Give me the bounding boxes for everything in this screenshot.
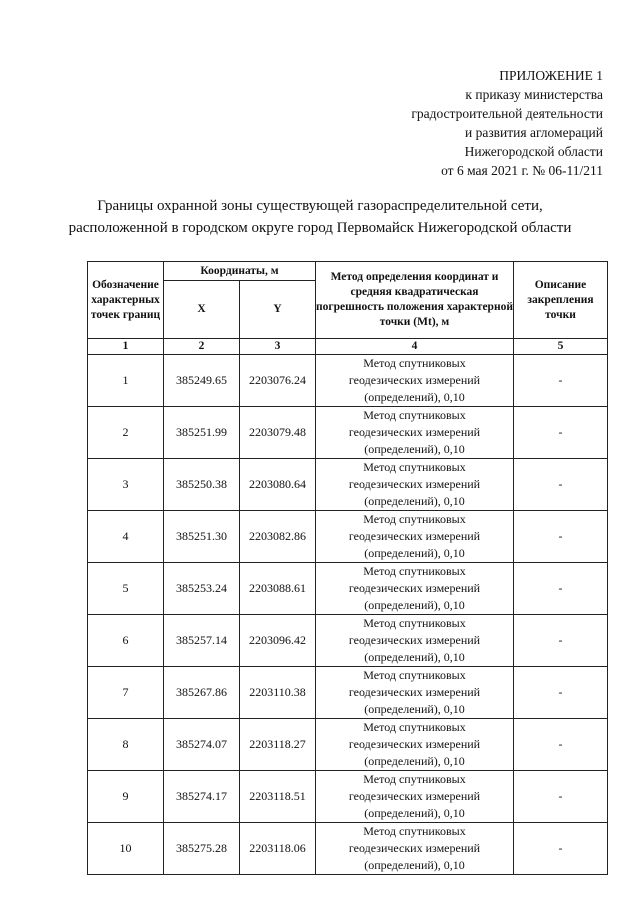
- point-number: 9: [88, 771, 164, 823]
- table-row: [88, 667, 608, 719]
- point-number: 3: [88, 459, 164, 511]
- method-cell: [316, 771, 514, 823]
- point-number: 5: [88, 563, 164, 615]
- method-line: Метод спутниковых: [363, 616, 466, 630]
- column-number: 4: [316, 339, 514, 355]
- method-cell: [316, 511, 514, 563]
- method-line: Метод спутниковых: [363, 460, 466, 474]
- coord-x: 385267.86: [164, 667, 240, 719]
- appendix-line: градостроительной деятельности: [411, 106, 603, 121]
- method-line: Метод спутниковых: [363, 512, 466, 526]
- appendix-line: к приказу министерства: [465, 87, 603, 102]
- method-line: геодезических измерений: [348, 529, 481, 543]
- method-line: геодезических измерений: [348, 425, 481, 439]
- point-number: 7: [88, 667, 164, 719]
- method-line: Метод спутниковых: [363, 772, 466, 786]
- table-row: [88, 719, 608, 771]
- coord-x: 385251.30: [164, 511, 240, 563]
- point-number: 10: [88, 823, 164, 875]
- method-line: геодезических измерений: [348, 373, 481, 387]
- method-line: (определений), 0,10: [364, 442, 465, 456]
- coord-x: 385251.99: [164, 407, 240, 459]
- appendix-line: Нижегородской области: [464, 144, 603, 159]
- column-number: 1: [88, 339, 164, 355]
- coord-y: 2203080.64: [240, 459, 316, 511]
- method-cell: [316, 615, 514, 667]
- appendix-line: и развития агломераций: [464, 125, 603, 140]
- coordinates-table: [87, 261, 608, 875]
- column-number: 5: [514, 339, 608, 355]
- coord-y: 2203088.61: [240, 563, 316, 615]
- header-description: Описание закрепления точки: [514, 262, 608, 339]
- header-method: Метод определения координат и средняя квадратическая погрешность положения характерной точки (Mt), м: [316, 262, 514, 339]
- coord-y: 2203110.38: [240, 667, 316, 719]
- method-line: (определений), 0,10: [364, 390, 465, 404]
- header-x: X: [164, 281, 240, 339]
- fixing-description: -: [514, 719, 608, 771]
- method-line: геодезических измерений: [348, 581, 481, 595]
- method-line: Метод спутниковых: [363, 720, 466, 734]
- method-line: (определений), 0,10: [364, 650, 465, 664]
- method-line: геодезических измерений: [348, 477, 481, 491]
- fixing-description: -: [514, 459, 608, 511]
- fixing-description: -: [514, 823, 608, 875]
- method-line: геодезических измерений: [348, 789, 481, 803]
- coord-y: 2203076.24: [240, 355, 316, 407]
- coord-x: 385249.65: [164, 355, 240, 407]
- method-line: (определений), 0,10: [364, 702, 465, 716]
- coord-x: 385274.17: [164, 771, 240, 823]
- document-title-line2: расположенной в городском округе город Первомайск Нижегородской области: [68, 220, 572, 236]
- method-line: Метод спутниковых: [363, 668, 466, 682]
- appendix-date: от 6 мая 2021 г. № 06-11/211: [441, 163, 603, 178]
- method-line: (определений), 0,10: [364, 494, 465, 508]
- point-number: 8: [88, 719, 164, 771]
- coord-y: 2203082.86: [240, 511, 316, 563]
- fixing-description: -: [514, 407, 608, 459]
- appendix-header: [411, 66, 603, 180]
- method-line: (определений), 0,10: [364, 598, 465, 612]
- point-number: 6: [88, 615, 164, 667]
- coord-y: 2203118.06: [240, 823, 316, 875]
- column-number: 2: [164, 339, 240, 355]
- coord-x: 385253.24: [164, 563, 240, 615]
- method-line: геодезических измерений: [348, 737, 481, 751]
- coord-x: 385257.14: [164, 615, 240, 667]
- method-cell: [316, 719, 514, 771]
- method-line: (определений), 0,10: [364, 754, 465, 768]
- fixing-description: -: [514, 667, 608, 719]
- point-number: 4: [88, 511, 164, 563]
- method-line: геодезических измерений: [348, 633, 481, 647]
- method-cell: [316, 407, 514, 459]
- method-cell: [316, 823, 514, 875]
- fixing-description: -: [514, 771, 608, 823]
- method-cell: [316, 459, 514, 511]
- header-point-designation: Обозначение характерных точек границ: [88, 262, 164, 339]
- method-line: геодезических измерений: [348, 685, 481, 699]
- method-cell: [316, 563, 514, 615]
- document-title-line1: Границы охранной зоны существующей газораспределительной сети,: [97, 198, 543, 214]
- fixing-description: -: [514, 511, 608, 563]
- table-row: [88, 771, 608, 823]
- table-row: [88, 823, 608, 875]
- method-line: (определений), 0,10: [364, 546, 465, 560]
- document-title: [0, 195, 640, 239]
- table-row: [88, 407, 608, 459]
- coord-y: 2203096.42: [240, 615, 316, 667]
- coord-y: 2203118.51: [240, 771, 316, 823]
- header-coordinates: Координаты, м: [164, 262, 316, 281]
- method-line: (определений), 0,10: [364, 858, 465, 872]
- table-row: [88, 355, 608, 407]
- method-line: Метод спутниковых: [363, 824, 466, 838]
- coord-y: 2203079.48: [240, 407, 316, 459]
- column-number: 3: [240, 339, 316, 355]
- coord-x: 385275.28: [164, 823, 240, 875]
- coord-y: 2203118.27: [240, 719, 316, 771]
- fixing-description: -: [514, 615, 608, 667]
- table-row: [88, 459, 608, 511]
- method-line: Метод спутниковых: [363, 356, 466, 370]
- table-row: [88, 511, 608, 563]
- header-y: Y: [240, 281, 316, 339]
- table-row: [88, 563, 608, 615]
- point-number: 2: [88, 407, 164, 459]
- method-cell: [316, 667, 514, 719]
- table-row: [88, 615, 608, 667]
- method-line: геодезических измерений: [348, 841, 481, 855]
- coord-x: 385250.38: [164, 459, 240, 511]
- method-line: Метод спутниковых: [363, 408, 466, 422]
- coord-x: 385274.07: [164, 719, 240, 771]
- method-line: Метод спутниковых: [363, 564, 466, 578]
- point-number: 1: [88, 355, 164, 407]
- fixing-description: -: [514, 563, 608, 615]
- method-line: (определений), 0,10: [364, 806, 465, 820]
- method-cell: [316, 355, 514, 407]
- fixing-description: -: [514, 355, 608, 407]
- appendix-title: ПРИЛОЖЕНИЕ 1: [499, 68, 603, 83]
